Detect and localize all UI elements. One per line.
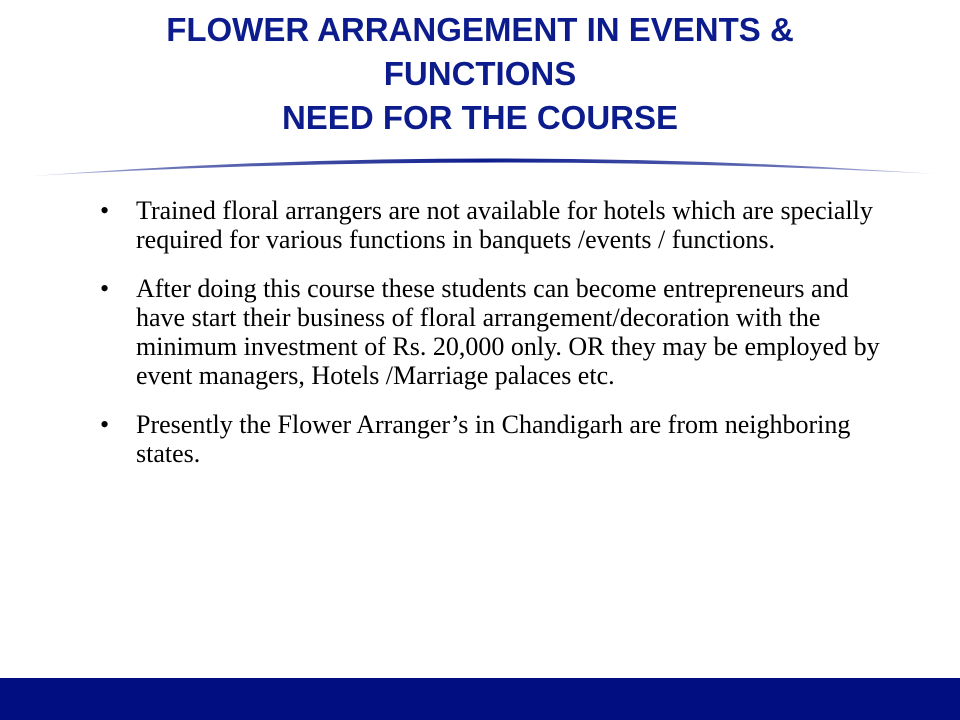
slide-title bbox=[40, 8, 920, 140]
bullet-list bbox=[100, 196, 900, 488]
bullet-text: Presently the Flower Arranger’s in Chandigarh are from neighboring states. bbox=[136, 410, 851, 468]
bullet-item bbox=[100, 196, 900, 254]
bullet-dot-icon: • bbox=[100, 196, 110, 225]
title-line-1: FLOWER ARRANGEMENT IN EVENTS & bbox=[166, 11, 794, 48]
bullet-dot-icon: • bbox=[100, 410, 110, 439]
bullet-dot-icon: • bbox=[100, 274, 110, 303]
title-line-3: NEED FOR THE COURSE bbox=[281, 99, 679, 136]
bullet-item bbox=[100, 274, 900, 390]
bullet-text: Trained floral arrangers are not available for hotels which are specially required for various functions in banquets /events / functions. bbox=[136, 196, 873, 254]
title-swoosh-divider bbox=[0, 140, 960, 190]
bullet-text: After doing this course these students can become entrepreneurs and have start their business of floral arrangement/decoration with the minimum investment of Rs. 20,000 only. OR they may be employed by event managers, Hotels /Marriage palaces etc. bbox=[136, 274, 880, 390]
footer-bar bbox=[0, 678, 960, 720]
bullet-item bbox=[100, 410, 900, 468]
title-line-2: FUNCTIONS bbox=[383, 55, 577, 92]
